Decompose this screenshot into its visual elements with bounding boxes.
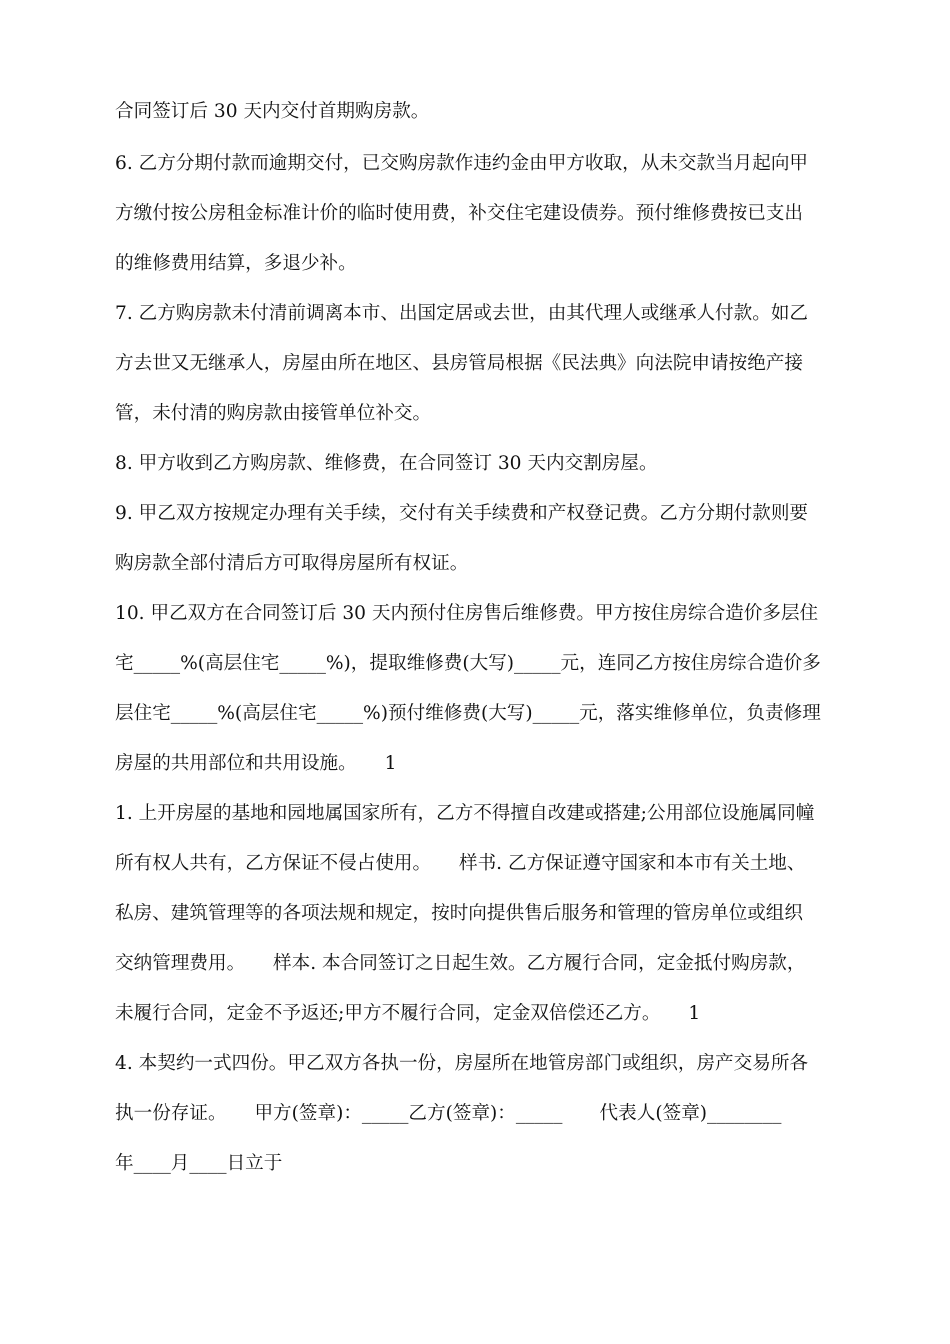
text-line-09: 9. 甲乙双方按规定办理有关手续，交付有关手续费和产权登记费。乙方分期付款则要	[115, 503, 809, 524]
text-line-06: 方去世又无继承人，房屋由所在地区、县房管局根据《民法典》向法院申请按绝产接	[115, 353, 803, 374]
text-line-19: 未履行合同，定金不予返还;甲方不履行合同，定金双倍偿还乙方。 1	[115, 1003, 701, 1024]
text-line-02: 6. 乙方分期付款而逾期交付，已交购房款作违约金由甲方收取，从未交款当月起向甲	[115, 153, 809, 174]
text-line-18: 交纳管理费用。 样本. 本合同签订之日起生效。乙方履行合同，定金抵付购房款，	[115, 953, 806, 974]
text-line-16: 所有权人共有，乙方保证不侵占使用。 样书. 乙方保证遵守国家和本市有关土地、	[115, 853, 806, 874]
text-line-10: 购房款全部付清后方可取得房屋所有权证。	[115, 553, 469, 574]
text-line-17: 私房、建筑管理等的各项法规和规定，按时向提供售后服务和管理的管房单位或组织	[115, 903, 803, 924]
text-line-13: 层住宅_____%(高层住宅_____%)预付维修费(大写)_____元，落实维修单位，负责修理	[115, 703, 821, 724]
text-line-21: 执一份存证。 甲方(签章)：_____乙方(签章)：_____ 代表人(签章)________	[115, 1103, 782, 1124]
text-line-05: 7. 乙方购房款未付清前调离本市、出国定居或去世，由其代理人或继承人付款。如乙	[115, 303, 809, 324]
text-line-01: 合同签订后 30 天内交付首期购房款。	[115, 101, 430, 122]
text-line-08: 8. 甲方收到乙方购房款、维修费，在合同签订 30 天内交割房屋。	[115, 453, 658, 474]
text-line-03: 方缴付按公房租金标准计价的临时使用费，补交住宅建设债券。预付维修费按已支出	[115, 203, 803, 224]
text-line-07: 管，未付清的购房款由接管单位补交。	[115, 403, 432, 424]
text-line-20: 4. 本契约一式四份。甲乙双方各执一份，房屋所在地管房部门或组织，房产交易所各	[115, 1053, 809, 1074]
text-line-11: 10. 甲乙双方在合同签订后 30 天内预付住房售后维修费。甲方按住房综合造价多层住	[115, 603, 819, 624]
text-line-04: 的维修费用结算，多退少补。	[115, 253, 357, 274]
text-line-14: 房屋的共用部位和共用设施。 1	[115, 753, 397, 774]
text-line-15: 1. 上开房屋的基地和园地属国家所有，乙方不得擅自改建或搭建;公用部位设施属同幢	[115, 803, 815, 824]
text-line-12: 宅_____%(高层住宅_____%)，提取维修费(大写)_____元，连同乙方按住房综合造价多	[115, 653, 821, 674]
text-line-22: 年____月____日立于	[115, 1153, 283, 1174]
